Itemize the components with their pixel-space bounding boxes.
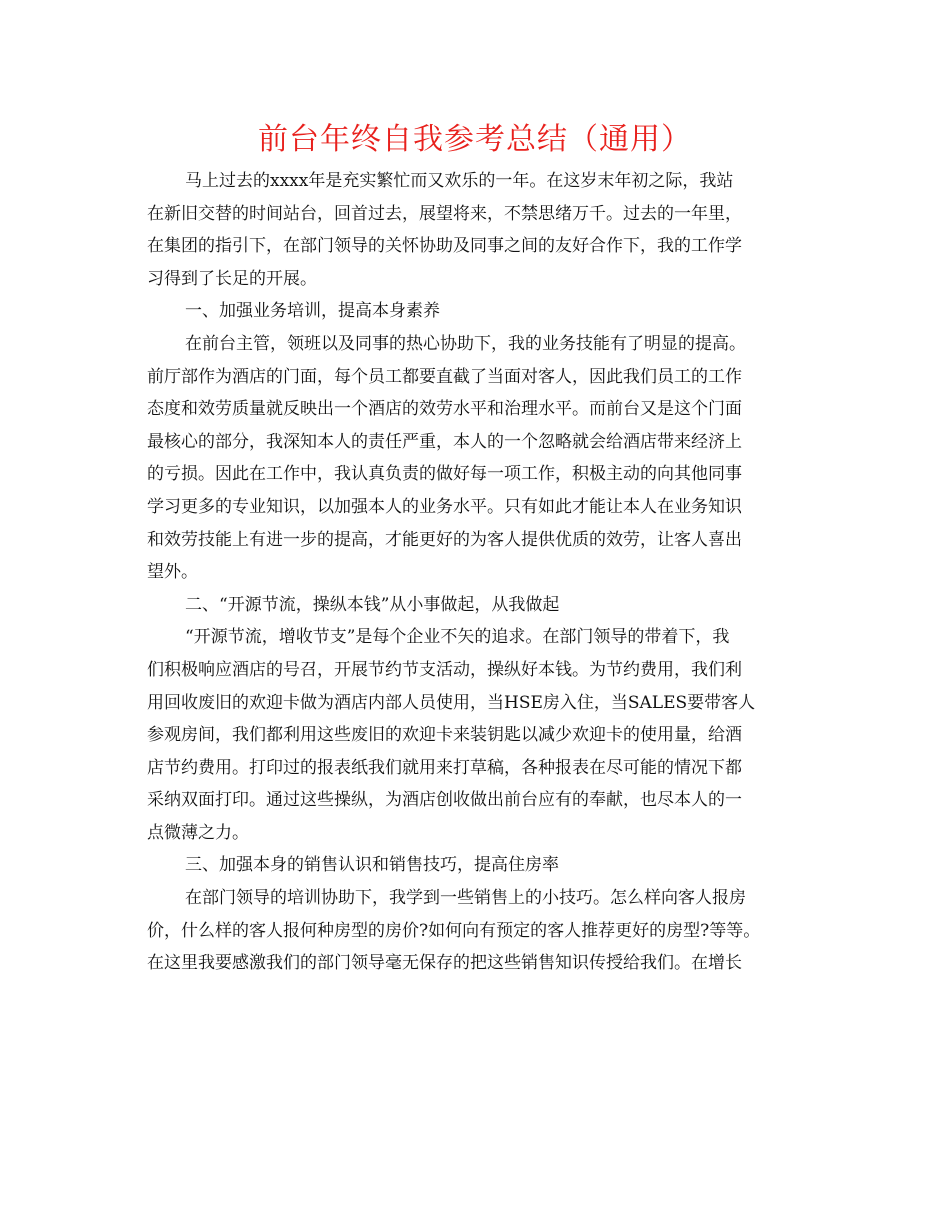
text-line: 在集团的指引下，在部门领导的关怀协助及同事之间的友好合作下，我的工作学 — [147, 236, 742, 257]
text-line: 最核心的部分，我深知本人的责任严重，本人的一个忽略就会给酒店带来经济上 — [147, 431, 742, 452]
text-line: 的亏损。因此在工作中，我认真负责的做好每一项工作，积极主动的向其他同事 — [147, 464, 742, 485]
text-line: 三、加强本身的销售认识和销售技巧，提高住房率 — [185, 855, 559, 876]
text-line: 和效劳技能上有进一步的提高，才能更好的为客人提供优质的效劳，让客人喜出 — [147, 529, 742, 550]
text-line: 在新旧交替的时间站台，回首过去，展望将来，不禁思绪万千。过去的一年里， — [147, 203, 742, 224]
text-line: 二、“开源节流，操纵本钱”从小事做起，从我做起 — [185, 594, 560, 615]
text-line: 点微薄之力。 — [147, 822, 249, 843]
text-line: 马上过去的xxxx年是充实繁忙而又欢乐的一年。在这岁末年初之际，我站 — [185, 171, 734, 191]
document-body — [147, 165, 812, 980]
text-line: 在部门领导的培训协助下，我学到一些销售上的小技巧。怎么样向客人报房 — [185, 888, 746, 909]
text-line: 习得到了长足的开展。 — [147, 268, 317, 289]
text-line: 用回收废旧的欢迎卡做为酒店内部人员使用，当HSE房入住，当SALES要带客人 — [147, 692, 756, 713]
text-line: 学习更多的专业知识，以加强本人的业务水平。只有如此才能让本人在业务知识 — [147, 496, 742, 517]
text-line: 采纳双面打印。通过这些操纵，为酒店创收做出前台应有的奉献，也尽本人的一 — [147, 790, 742, 811]
text-line: 态度和效劳质量就反映出一个酒店的效劳水平和治理水平。而前台又是这个门面 — [147, 399, 742, 420]
text-line: 们积极响应酒店的号召，开展节约节支活动，操纵好本钱。为节约费用，我们利 — [147, 659, 742, 680]
text-line: 店节约费用。打印过的报表纸我们就用来打草稿，各种报表在尽可能的情况下都 — [147, 757, 742, 778]
text-line: 在这里我要感激我们的部门领导毫无保存的把这些销售知识传授给我们。在增长 — [147, 953, 742, 974]
text-line: 前厅部作为酒店的门面，每个员工都要直截了当面对客人，因此我们员工的工作 — [147, 366, 742, 387]
text-line: 望外。 — [147, 562, 198, 583]
text-line: 在前台主管，领班以及同事的热心协助下，我的业务技能有了明显的提高。 — [185, 333, 746, 354]
text-line: 参观房间，我们都利用这些废旧的欢迎卡来装钥匙以减少欢迎卡的使用量，给酒 — [147, 725, 742, 746]
text-line: 一、加强业务培训，提高本身素养 — [185, 301, 440, 322]
text-line: 价，什么样的客人报何种房型的房价?如何向有预定的客人推荐更好的房型?等等。 — [147, 920, 761, 941]
document-title: 前台年终自我参考总结（通用） — [258, 122, 692, 157]
text-line: “开源节流，增收节支”是每个企业不矢的追求。在部门领导的带着下，我 — [185, 627, 730, 648]
